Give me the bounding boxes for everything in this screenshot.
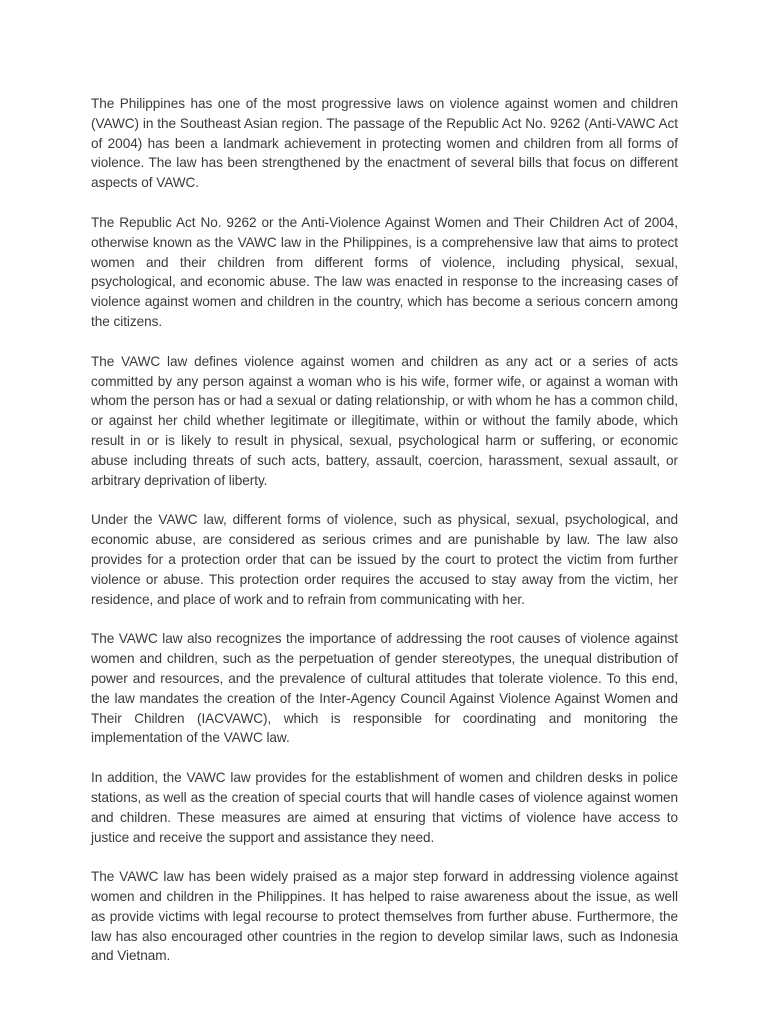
paragraph-definition: The VAWC law defines violence against women and children as any act or a series of acts committed by any person against a woman who is his wife, former wife, or against a woman with whom the person has or had a sexual or dating relationship, or with whom he has a common child, or against her child whether legitimate or illegitimate, within or without the family abode, which result in or is likely to result in physical, sexual, psychological harm or suffering, or economic abuse including threats of such acts, battery, assault, coercion, harassment, sexual assault, or arbitrary deprivation of liberty. [91, 353, 678, 488]
document-body [91, 94, 678, 986]
paragraph-forms-of-violence: Under the VAWC law, different forms of violence, such as physical, sexual, psychological, and economic abuse, are considered as serious crimes and are punishable by law. The law also provides for a protection order that can be issued by the court to protect the victim from further violence or abuse. This protection order requires the accused to stay away from the victim, her residence, and place of work and to refrain from communicating with her. [91, 512, 678, 607]
paragraph-desks-and-courts: In addition, the VAWC law provides for the establishment of women and children desks in police stations, as well as the creation of special courts that will handle cases of violence against women and children. These measures are aimed at ensuring that victims of violence have access to justice and receive the support and assistance they need. [91, 770, 678, 845]
paragraph-intro: The Philippines has one of the most progressive laws on violence against women and children (VAWC) in the Southeast Asian region. The passage of the Republic Act No. 9262 (Anti-VAWC Act of 2004) has been a landmark achievement in protecting women and children from all forms of violence. The law has been strengthened by the enactment of several bills that focus on different aspects of VAWC. [91, 96, 678, 191]
paragraph-conclusion: The VAWC law has been widely praised as a major step forward in addressing violence against women and children in the Philippines. It has helped to raise awareness about the issue, as well as provide victims with legal recourse to protect themselves from further abuse. Furthermore, the law has also encouraged other countries in the region to develop similar laws, such as Indonesia and Vietnam. [91, 869, 678, 964]
paragraph-republic-act: The Republic Act No. 9262 or the Anti-Violence Against Women and Their Children Act of 2004, otherwise known as the VAWC law in the Philippines, is a comprehensive law that aims to protect women and their children from different forms of violence, including physical, sexual, psychological, and economic abuse. The law was enacted in response to the increasing cases of violence against women and children in the country, which has become a serious concern among the citizens. [91, 214, 678, 329]
paragraph-root-causes: The VAWC law also recognizes the importance of addressing the root causes of violence against women and children, such as the perpetuation of gender stereotypes, the unequal distribution of power and resources, and the prevalence of cultural attitudes that tolerate violence. To this end, the law mandates the creation of the Inter-Agency Council Against Violence Against Women and Their Children (IACVAWC), which is responsible for coordinating and monitoring the implementation of the VAWC law. [91, 631, 678, 746]
